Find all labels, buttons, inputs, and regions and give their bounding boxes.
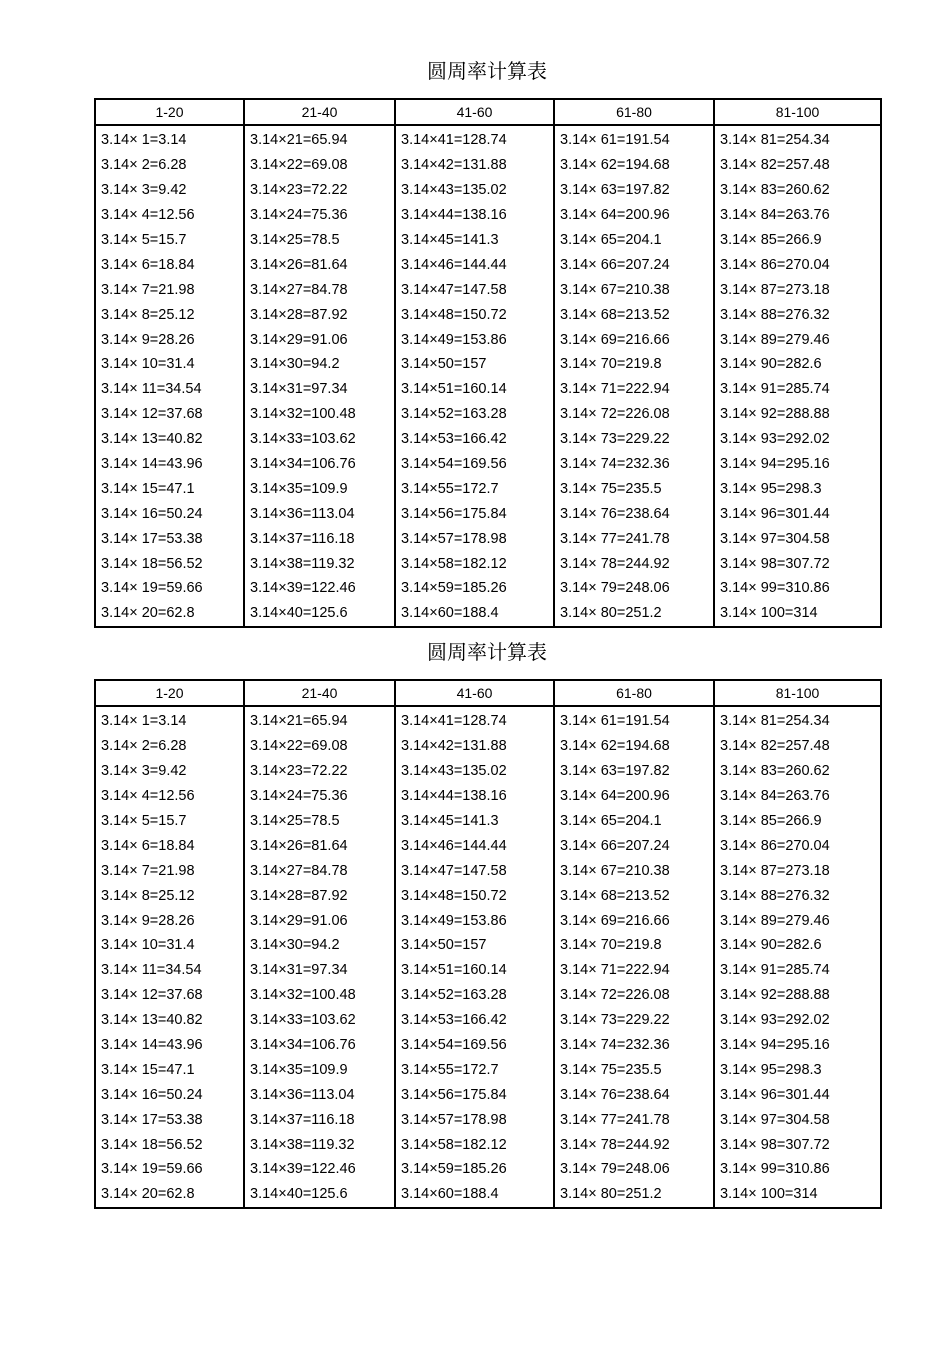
table-cell: 3.14×31=97.34 — [244, 377, 395, 402]
table-cell: 3.14× 7=21.98 — [95, 858, 244, 883]
table-cell: 3.14× 12=37.68 — [95, 402, 244, 427]
table-cell: 3.14× 81=254.34 — [714, 125, 881, 153]
table-cell: 3.14× 73=229.22 — [554, 1008, 714, 1033]
table-cell: 3.14× 79=248.06 — [554, 576, 714, 601]
table-cell: 3.14×45=141.3 — [395, 228, 554, 253]
header-row — [95, 680, 881, 706]
table-row — [95, 1182, 881, 1208]
table-row — [95, 759, 881, 784]
table-cell: 3.14× 93=292.02 — [714, 427, 881, 452]
table-cell: 3.14× 11=34.54 — [95, 377, 244, 402]
table-cell: 3.14× 72=226.08 — [554, 983, 714, 1008]
table-cell: 3.14× 98=307.72 — [714, 1132, 881, 1157]
table-cell: 3.14× 79=248.06 — [554, 1157, 714, 1182]
table-row — [95, 125, 881, 153]
table-cell: 3.14× 11=34.54 — [95, 958, 244, 983]
table-cell: 3.14× 72=226.08 — [554, 402, 714, 427]
table-cell: 3.14×26=81.64 — [244, 833, 395, 858]
table-cell: 3.14× 74=232.36 — [554, 452, 714, 477]
table-cell: 3.14× 66=207.24 — [554, 252, 714, 277]
table-cell: 3.14× 92=288.88 — [714, 983, 881, 1008]
table-cell: 3.14×25=78.5 — [244, 809, 395, 834]
column-header: 61-80 — [554, 680, 714, 706]
table-cell: 3.14× 63=197.82 — [554, 178, 714, 203]
table-cell: 3.14×53=166.42 — [395, 427, 554, 452]
table-cell: 3.14×55=172.7 — [395, 476, 554, 501]
table-cell: 3.14× 83=260.62 — [714, 178, 881, 203]
table-row — [95, 452, 881, 477]
table-cell: 3.14× 76=238.64 — [554, 1082, 714, 1107]
table-row — [95, 958, 881, 983]
table-cell: 3.14×48=150.72 — [395, 302, 554, 327]
table-cell: 3.14×29=91.06 — [244, 908, 395, 933]
table-cell: 3.14× 81=254.34 — [714, 706, 881, 734]
table-row — [95, 1008, 881, 1033]
table-cell: 3.14×42=131.88 — [395, 734, 554, 759]
table-cell: 3.14× 16=50.24 — [95, 1082, 244, 1107]
table-cell: 3.14× 2=6.28 — [95, 153, 244, 178]
table-row — [95, 476, 881, 501]
table-cell: 3.14× 76=238.64 — [554, 501, 714, 526]
table-cell: 3.14× 10=31.4 — [95, 933, 244, 958]
table-cell: 3.14× 1=3.14 — [95, 706, 244, 734]
table-cell: 3.14× 1=3.14 — [95, 125, 244, 153]
table-cell: 3.14× 15=47.1 — [95, 476, 244, 501]
table-cell: 3.14× 78=244.92 — [554, 1132, 714, 1157]
table-cell: 3.14× 62=194.68 — [554, 153, 714, 178]
column-header: 41-60 — [395, 680, 554, 706]
table-row — [95, 933, 881, 958]
table-cell: 3.14× 74=232.36 — [554, 1033, 714, 1058]
table-row — [95, 1132, 881, 1157]
table-cell: 3.14×43=135.02 — [395, 759, 554, 784]
table-cell: 3.14×43=135.02 — [395, 178, 554, 203]
table-row — [95, 883, 881, 908]
table-cell: 3.14×46=144.44 — [395, 833, 554, 858]
table-cell: 3.14×39=122.46 — [244, 576, 395, 601]
table-cell: 3.14× 85=266.9 — [714, 228, 881, 253]
table-cell: 3.14× 94=295.16 — [714, 452, 881, 477]
table-cell: 3.14×52=163.28 — [395, 402, 554, 427]
column-header: 21-40 — [244, 680, 395, 706]
table-cell: 3.14×28=87.92 — [244, 883, 395, 908]
table-cell: 3.14× 7=21.98 — [95, 277, 244, 302]
table-cell: 3.14× 9=28.26 — [95, 908, 244, 933]
table-row — [95, 551, 881, 576]
table-cell: 3.14×30=94.2 — [244, 933, 395, 958]
table-cell: 3.14×24=75.36 — [244, 203, 395, 228]
pi-calculation-sheet-2 — [94, 637, 880, 1209]
table-cell: 3.14×32=100.48 — [244, 402, 395, 427]
table-cell: 3.14× 84=263.76 — [714, 784, 881, 809]
table-cell: 3.14×41=128.74 — [395, 706, 554, 734]
pi-calculation-table — [94, 98, 882, 628]
table-cell: 3.14×36=113.04 — [244, 1082, 395, 1107]
table-row — [95, 402, 881, 427]
table-cell: 3.14×54=169.56 — [395, 1033, 554, 1058]
table-cell: 3.14×56=175.84 — [395, 1082, 554, 1107]
column-header: 61-80 — [554, 99, 714, 125]
table-cell: 3.14×31=97.34 — [244, 958, 395, 983]
column-header: 1-20 — [95, 680, 244, 706]
table-row — [95, 809, 881, 834]
table-cell: 3.14×35=109.9 — [244, 476, 395, 501]
table-cell: 3.14×33=103.62 — [244, 1008, 395, 1033]
table-cell: 3.14× 19=59.66 — [95, 1157, 244, 1182]
table-row — [95, 1057, 881, 1082]
table-cell: 3.14× 16=50.24 — [95, 501, 244, 526]
table-cell: 3.14× 78=244.92 — [554, 551, 714, 576]
table-row — [95, 833, 881, 858]
table-row — [95, 734, 881, 759]
table-cell: 3.14×47=147.58 — [395, 858, 554, 883]
table-row — [95, 1157, 881, 1182]
table-cell: 3.14× 17=53.38 — [95, 526, 244, 551]
table-row — [95, 858, 881, 883]
table-cell: 3.14×53=166.42 — [395, 1008, 554, 1033]
table-cell: 3.14× 77=241.78 — [554, 526, 714, 551]
table-cell: 3.14×52=163.28 — [395, 983, 554, 1008]
table-cell: 3.14× 5=15.7 — [95, 228, 244, 253]
table-row — [95, 178, 881, 203]
table-cell: 3.14× 68=213.52 — [554, 883, 714, 908]
table-cell: 3.14× 85=266.9 — [714, 809, 881, 834]
table-cell: 3.14× 71=222.94 — [554, 958, 714, 983]
table-cell: 3.14× 87=273.18 — [714, 858, 881, 883]
table-cell: 3.14×51=160.14 — [395, 958, 554, 983]
table-cell: 3.14×29=91.06 — [244, 327, 395, 352]
table-cell: 3.14×22=69.08 — [244, 734, 395, 759]
table-row — [95, 252, 881, 277]
table-cell: 3.14× 13=40.82 — [95, 427, 244, 452]
table-cell: 3.14× 18=56.52 — [95, 551, 244, 576]
table-cell: 3.14× 91=285.74 — [714, 377, 881, 402]
table-cell: 3.14×59=185.26 — [395, 1157, 554, 1182]
table-cell: 3.14× 90=282.6 — [714, 933, 881, 958]
table-cell: 3.14×60=188.4 — [395, 1182, 554, 1208]
table-cell: 3.14× 87=273.18 — [714, 277, 881, 302]
table-cell: 3.14× 71=222.94 — [554, 377, 714, 402]
table-row — [95, 203, 881, 228]
table-cell: 3.14×26=81.64 — [244, 252, 395, 277]
table-cell: 3.14×34=106.76 — [244, 1033, 395, 1058]
table-row — [95, 784, 881, 809]
table-cell: 3.14×57=178.98 — [395, 526, 554, 551]
table-cell: 3.14×37=116.18 — [244, 1107, 395, 1132]
table-cell: 3.14× 92=288.88 — [714, 402, 881, 427]
table-cell: 3.14×37=116.18 — [244, 526, 395, 551]
table-cell: 3.14×50=157 — [395, 933, 554, 958]
table-cell: 3.14× 89=279.46 — [714, 908, 881, 933]
table-cell: 3.14× 65=204.1 — [554, 228, 714, 253]
table-cell: 3.14× 80=251.2 — [554, 601, 714, 627]
header-row — [95, 99, 881, 125]
table-cell: 3.14× 70=219.8 — [554, 933, 714, 958]
table-cell: 3.14×35=109.9 — [244, 1057, 395, 1082]
table-cell: 3.14× 75=235.5 — [554, 476, 714, 501]
table-cell: 3.14× 20=62.8 — [95, 1182, 244, 1208]
table-cell: 3.14× 17=53.38 — [95, 1107, 244, 1132]
table-cell: 3.14×33=103.62 — [244, 427, 395, 452]
table-cell: 3.14×40=125.6 — [244, 601, 395, 627]
table-cell: 3.14× 19=59.66 — [95, 576, 244, 601]
table-cell: 3.14× 68=213.52 — [554, 302, 714, 327]
pi-calculation-table — [94, 679, 882, 1209]
table-cell: 3.14× 88=276.32 — [714, 302, 881, 327]
table-cell: 3.14× 88=276.32 — [714, 883, 881, 908]
table-cell: 3.14×44=138.16 — [395, 784, 554, 809]
table-cell: 3.14× 99=310.86 — [714, 1157, 881, 1182]
table-cell: 3.14× 93=292.02 — [714, 1008, 881, 1033]
table-cell: 3.14×22=69.08 — [244, 153, 395, 178]
table-cell: 3.14× 61=191.54 — [554, 125, 714, 153]
table-cell: 3.14×40=125.6 — [244, 1182, 395, 1208]
table-cell: 3.14×57=178.98 — [395, 1107, 554, 1132]
table-cell: 3.14× 97=304.58 — [714, 526, 881, 551]
table-cell: 3.14× 67=210.38 — [554, 858, 714, 883]
table-cell: 3.14×25=78.5 — [244, 228, 395, 253]
table-cell: 3.14× 14=43.96 — [95, 1033, 244, 1058]
table-row — [95, 1033, 881, 1058]
table-row — [95, 526, 881, 551]
table-cell: 3.14× 4=12.56 — [95, 784, 244, 809]
table-cell: 3.14× 80=251.2 — [554, 1182, 714, 1208]
table-cell: 3.14× 8=25.12 — [95, 883, 244, 908]
table-cell: 3.14× 62=194.68 — [554, 734, 714, 759]
table-cell: 3.14× 4=12.56 — [95, 203, 244, 228]
table-cell: 3.14× 75=235.5 — [554, 1057, 714, 1082]
table-cell: 3.14× 86=270.04 — [714, 833, 881, 858]
table-cell: 3.14×58=182.12 — [395, 551, 554, 576]
table-cell: 3.14×38=119.32 — [244, 551, 395, 576]
table-cell: 3.14× 9=28.26 — [95, 327, 244, 352]
table-cell: 3.14×41=128.74 — [395, 125, 554, 153]
table-cell: 3.14× 5=15.7 — [95, 809, 244, 834]
table-cell: 3.14×39=122.46 — [244, 1157, 395, 1182]
table-cell: 3.14× 61=191.54 — [554, 706, 714, 734]
table-cell: 3.14×56=175.84 — [395, 501, 554, 526]
column-header: 81-100 — [714, 680, 881, 706]
table-cell: 3.14×51=160.14 — [395, 377, 554, 402]
table-cell: 3.14× 97=304.58 — [714, 1107, 881, 1132]
table-cell: 3.14× 99=310.86 — [714, 576, 881, 601]
table-row — [95, 576, 881, 601]
table-row — [95, 1082, 881, 1107]
table-cell: 3.14× 67=210.38 — [554, 277, 714, 302]
table-cell: 3.14× 77=241.78 — [554, 1107, 714, 1132]
table-cell: 3.14×50=157 — [395, 352, 554, 377]
table-row — [95, 501, 881, 526]
table-cell: 3.14× 95=298.3 — [714, 476, 881, 501]
table-cell: 3.14× 82=257.48 — [714, 734, 881, 759]
table-cell: 3.14× 89=279.46 — [714, 327, 881, 352]
table-cell: 3.14×45=141.3 — [395, 809, 554, 834]
table-cell: 3.14×60=188.4 — [395, 601, 554, 627]
table-row — [95, 327, 881, 352]
table-row — [95, 706, 881, 734]
table-cell: 3.14× 98=307.72 — [714, 551, 881, 576]
sheet-title: 圆周率计算表 — [427, 59, 547, 83]
table-cell: 3.14×27=84.78 — [244, 277, 395, 302]
table-cell: 3.14×27=84.78 — [244, 858, 395, 883]
table-cell: 3.14× 14=43.96 — [95, 452, 244, 477]
table-cell: 3.14×21=65.94 — [244, 706, 395, 734]
table-cell: 3.14× 10=31.4 — [95, 352, 244, 377]
table-cell: 3.14× 69=216.66 — [554, 327, 714, 352]
table-cell: 3.14×24=75.36 — [244, 784, 395, 809]
table-cell: 3.14× 90=282.6 — [714, 352, 881, 377]
table-row — [95, 302, 881, 327]
table-cell: 3.14× 100=314 — [714, 601, 881, 627]
table-cell: 3.14×23=72.22 — [244, 178, 395, 203]
table-row — [95, 1107, 881, 1132]
table-cell: 3.14× 96=301.44 — [714, 1082, 881, 1107]
table-cell: 3.14× 6=18.84 — [95, 252, 244, 277]
table-cell: 3.14× 84=263.76 — [714, 203, 881, 228]
column-header: 41-60 — [395, 99, 554, 125]
table-cell: 3.14×32=100.48 — [244, 983, 395, 1008]
table-cell: 3.14×48=150.72 — [395, 883, 554, 908]
table-cell: 3.14× 63=197.82 — [554, 759, 714, 784]
table-cell: 3.14×36=113.04 — [244, 501, 395, 526]
table-cell: 3.14×54=169.56 — [395, 452, 554, 477]
table-cell: 3.14× 13=40.82 — [95, 1008, 244, 1033]
table-cell: 3.14× 15=47.1 — [95, 1057, 244, 1082]
table-cell: 3.14×30=94.2 — [244, 352, 395, 377]
column-header: 81-100 — [714, 99, 881, 125]
table-cell: 3.14× 66=207.24 — [554, 833, 714, 858]
column-header: 21-40 — [244, 99, 395, 125]
table-cell: 3.14×34=106.76 — [244, 452, 395, 477]
table-cell: 3.14× 64=200.96 — [554, 784, 714, 809]
table-row — [95, 601, 881, 627]
table-cell: 3.14× 70=219.8 — [554, 352, 714, 377]
table-cell: 3.14×42=131.88 — [395, 153, 554, 178]
table-row — [95, 908, 881, 933]
table-cell: 3.14× 94=295.16 — [714, 1033, 881, 1058]
table-row — [95, 153, 881, 178]
table-cell: 3.14× 82=257.48 — [714, 153, 881, 178]
table-cell: 3.14×46=144.44 — [395, 252, 554, 277]
table-cell: 3.14× 6=18.84 — [95, 833, 244, 858]
sheet-title: 圆周率计算表 — [427, 640, 547, 664]
table-row — [95, 983, 881, 1008]
table-cell: 3.14× 3=9.42 — [95, 759, 244, 784]
table-cell: 3.14× 86=270.04 — [714, 252, 881, 277]
table-cell: 3.14×49=153.86 — [395, 327, 554, 352]
pi-calculation-sheet-1 — [94, 56, 880, 628]
table-cell: 3.14× 73=229.22 — [554, 427, 714, 452]
table-cell: 3.14× 20=62.8 — [95, 601, 244, 627]
table-cell: 3.14× 91=285.74 — [714, 958, 881, 983]
table-cell: 3.14× 83=260.62 — [714, 759, 881, 784]
table-cell: 3.14×59=185.26 — [395, 576, 554, 601]
table-cell: 3.14× 65=204.1 — [554, 809, 714, 834]
table-cell: 3.14×38=119.32 — [244, 1132, 395, 1157]
table-row — [95, 377, 881, 402]
table-cell: 3.14× 3=9.42 — [95, 178, 244, 203]
table-cell: 3.14× 69=216.66 — [554, 908, 714, 933]
column-header: 1-20 — [95, 99, 244, 125]
table-cell: 3.14×47=147.58 — [395, 277, 554, 302]
table-cell: 3.14× 18=56.52 — [95, 1132, 244, 1157]
table-cell: 3.14×55=172.7 — [395, 1057, 554, 1082]
table-cell: 3.14×58=182.12 — [395, 1132, 554, 1157]
table-cell: 3.14× 95=298.3 — [714, 1057, 881, 1082]
table-cell: 3.14× 2=6.28 — [95, 734, 244, 759]
table-row — [95, 228, 881, 253]
table-cell: 3.14×49=153.86 — [395, 908, 554, 933]
table-cell: 3.14× 64=200.96 — [554, 203, 714, 228]
table-cell: 3.14× 96=301.44 — [714, 501, 881, 526]
table-row — [95, 427, 881, 452]
table-cell: 3.14×21=65.94 — [244, 125, 395, 153]
table-cell: 3.14×23=72.22 — [244, 759, 395, 784]
table-row — [95, 352, 881, 377]
table-cell: 3.14× 8=25.12 — [95, 302, 244, 327]
table-cell: 3.14×28=87.92 — [244, 302, 395, 327]
table-cell: 3.14× 100=314 — [714, 1182, 881, 1208]
table-cell: 3.14× 12=37.68 — [95, 983, 244, 1008]
table-cell: 3.14×44=138.16 — [395, 203, 554, 228]
table-row — [95, 277, 881, 302]
